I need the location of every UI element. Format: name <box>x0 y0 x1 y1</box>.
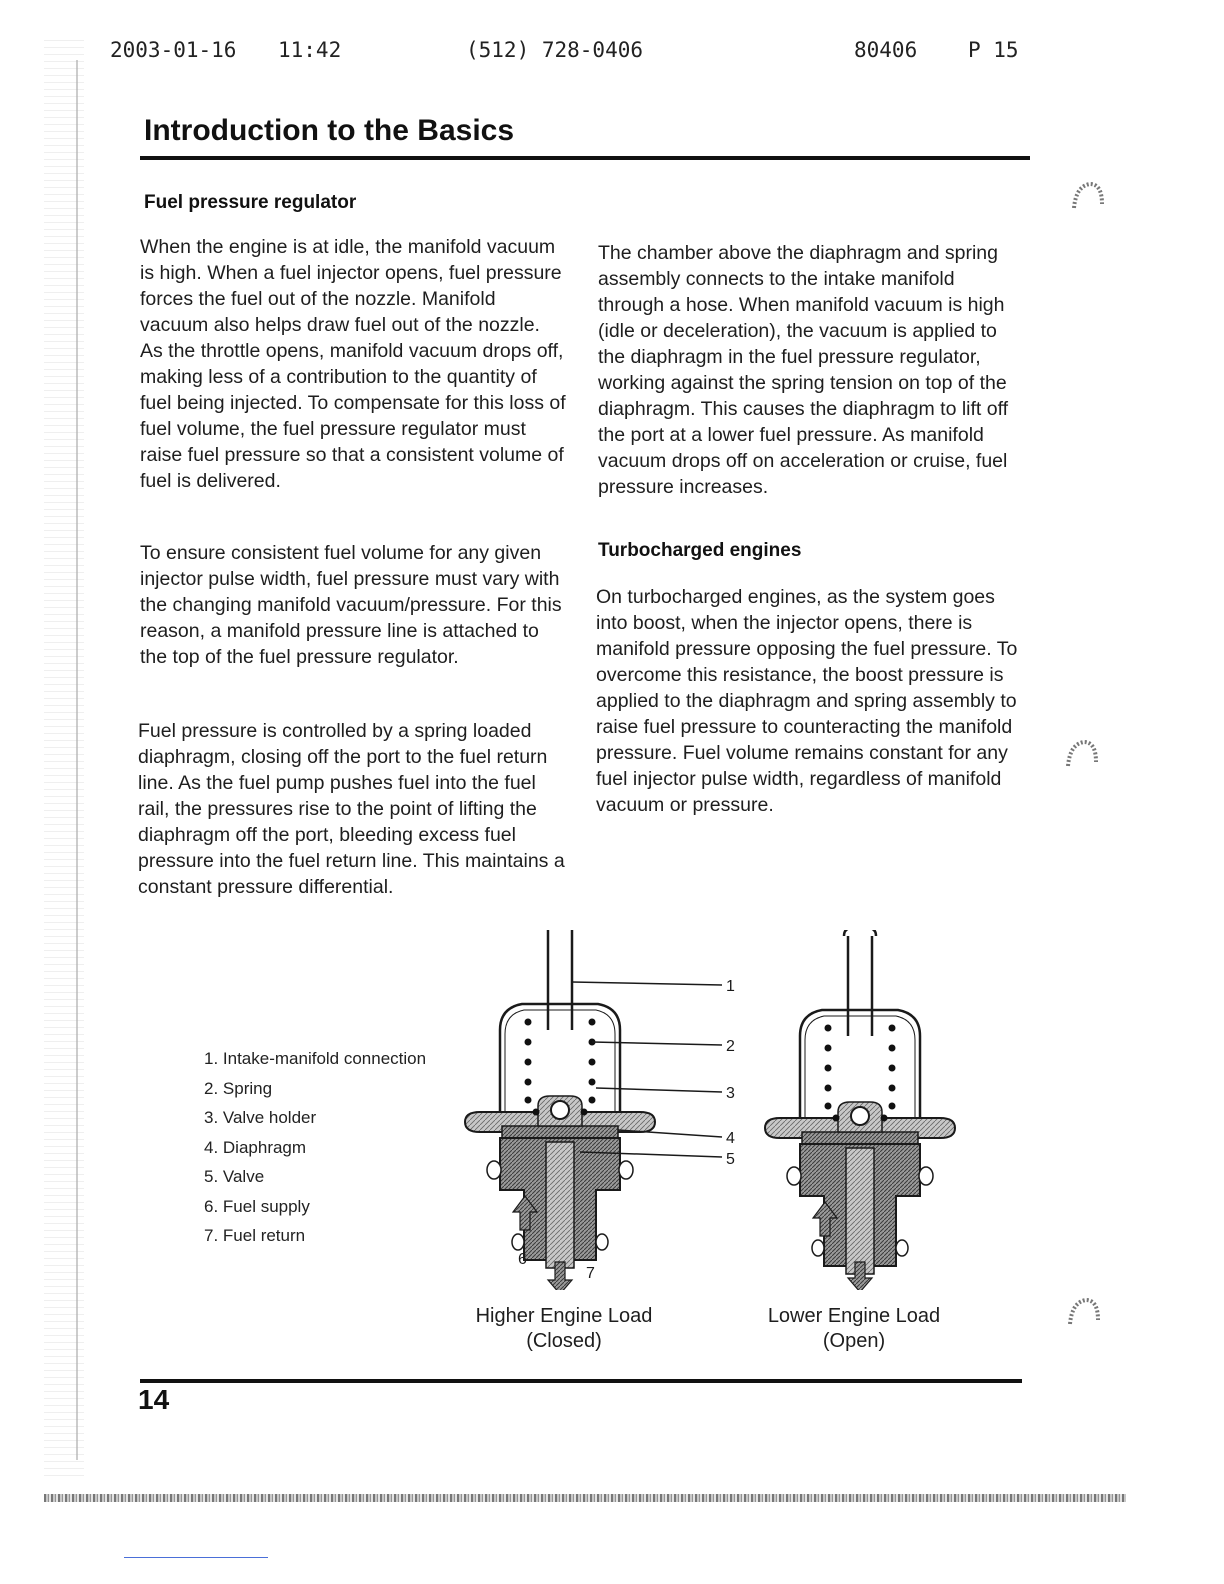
legend-item: 1. Intake-manifold connection <box>204 1049 427 1068</box>
title-rule <box>140 156 1030 160</box>
paragraph-consistent-volume: To ensure consistent fuel volume for any given injector pulse width, fuel pressure must vary with the changing manifold vacuum/pressure. For this reason, a manifold pressure line is attached to the top of the fuel pressure regulator. <box>140 542 562 668</box>
regulator-open <box>765 930 955 1290</box>
caption-higher-load <box>444 1304 684 1354</box>
scan-bottom-edge <box>44 1494 1126 1502</box>
legend-item: 2. Spring <box>204 1078 273 1098</box>
page-number: 14 <box>138 1384 170 1415</box>
legend-item: 5. Valve <box>204 1167 265 1186</box>
page-title: Introduction to the Basics <box>144 114 515 147</box>
legend-item: 4. Diaphragm <box>204 1137 307 1157</box>
fax-code: 80406 <box>854 38 918 62</box>
caption-lower-load-title: Lower Engine Load <box>767 1305 941 1327</box>
callout-2: 2 <box>726 1038 735 1055</box>
caption-higher-load-state: (Closed) <box>526 1330 602 1352</box>
fax-page: P 15 <box>968 38 1019 62</box>
scan-blob <box>1066 1294 1102 1330</box>
fax-header <box>0 38 1224 64</box>
fax-phone: (512) 728-0406 <box>466 38 644 62</box>
fax-time: 11:42 <box>278 38 342 62</box>
scan-blue-line <box>124 1557 268 1558</box>
scan-blob <box>1064 736 1100 772</box>
callout-6: 6 <box>518 1251 527 1268</box>
caption-lower-load <box>734 1304 974 1354</box>
legend-item: 3. Valve holder <box>204 1108 317 1127</box>
paragraph-turbo: On turbocharged engines, as the system goes into boost, when the injector opens, there is manifold pressure opposing the fuel pressure. To overcome this resistance, the boost pressure is applied to the diaphragm and spring assembly to raise fuel pressure to counteracting the manifold pressure. Fuel volume remains constant for any fuel injector pulse width, regardless of manifold vacuum or pressure. <box>596 586 1018 816</box>
scan-edge-line <box>76 60 78 1460</box>
fax-date: 2003-01-16 <box>110 38 237 62</box>
diagram-legend <box>204 1044 426 1251</box>
footer-rule <box>140 1379 1022 1383</box>
legend-item: 6. Fuel supply <box>204 1196 310 1216</box>
paragraph-idle-vacuum: When the engine is at idle, the manifold vacuum is high. When a fuel injector opens, fuel pressure forces the fuel out of the nozzle. Manifold vacuum also helps draw fuel out of the nozzle. As the throttle opens, manifold vacuum drops off, making less of a contribution to the quantity of fuel being injected. To compensate for this loss of fuel volume, the fuel pressure regulator must raise fuel pressure so that a consistent volume of fuel is delivered. <box>140 236 566 492</box>
legend-item: 7. Fuel return <box>204 1226 306 1245</box>
caption-lower-load-state: (Open) <box>822 1330 886 1352</box>
scan-blob <box>1070 178 1106 214</box>
paragraph-spring-diaphragm: Fuel pressure is controlled by a spring loaded diaphragm, closing off the port to the fuel return line. As the fuel pump pushes fuel into the fuel rail, the pressures rise to the point of lifting the diaphragm off the port, bleeding excess fuel pressure into the fuel return line. This maintains a constant pressure differential. <box>138 720 565 898</box>
callout-7: 7 <box>586 1265 595 1282</box>
regulator-closed <box>465 930 655 1290</box>
callout-4: 4 <box>726 1130 735 1147</box>
scan-edge-noise <box>44 40 84 1480</box>
heading-turbocharged-engines: Turbocharged engines <box>598 540 802 561</box>
paragraph-chamber: The chamber above the diaphragm and spring assembly connects to the intake manifold through a hose. When manifold vacuum is high (idle or deceleration), the vacuum is applied to the diaphragm in the fuel pressure regulator, working against the spring tension on top of the diaphragm. This causes the diaphragm to lift off the port at a lower fuel pressure. As manifold vacuum drops off on acceleration or cruise, fuel pressure increases. <box>598 242 1009 498</box>
fuel-pressure-regulator-diagram <box>460 930 980 1290</box>
caption-higher-load-title: Higher Engine Load <box>475 1305 653 1327</box>
callout-3: 3 <box>726 1085 735 1102</box>
heading-fuel-pressure-regulator: Fuel pressure regulator <box>144 192 357 213</box>
callout-1: 1 <box>726 978 735 995</box>
callout-5: 5 <box>726 1151 735 1168</box>
